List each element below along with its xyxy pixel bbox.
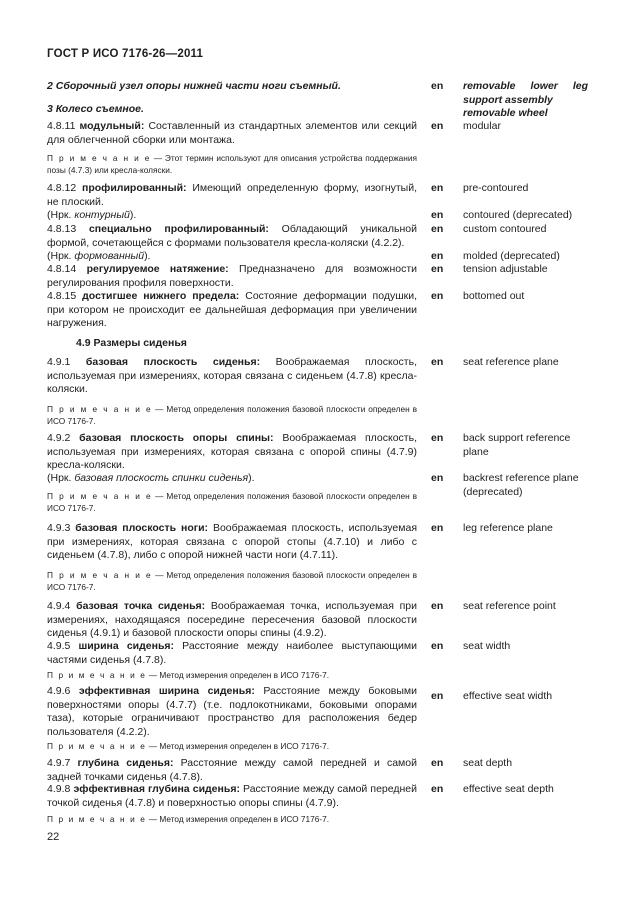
note-text: — Метод измерения определен в ИСО 7176-7.	[148, 741, 330, 751]
term-number: 4.9.6	[47, 685, 71, 697]
term-entry-4-9-3	[47, 522, 417, 563]
term-definition: Состояние деформации подушки, при котором не происходит ее дальнейшая деформация при увеличении нагружения.	[47, 290, 418, 330]
term-name: достигшее нижнего предела:	[82, 290, 240, 302]
term-number: 4.8.13	[47, 223, 77, 235]
term-number: 4.8.15	[47, 290, 77, 302]
eng-term: seat depth	[463, 757, 513, 769]
note	[47, 404, 417, 428]
eng-term: backrest reference plane (deprecated)	[463, 472, 579, 498]
lang-code: en	[431, 432, 444, 444]
lang-code: en	[431, 290, 444, 302]
eng-term: modular	[463, 120, 501, 132]
term-entry-4-8-11	[47, 120, 417, 147]
note	[47, 814, 417, 826]
term-entry-4-9-1	[47, 356, 417, 397]
note-label: П р и м е ч а н и е	[47, 491, 153, 501]
note-label: П р и м е ч а н и е	[47, 814, 147, 824]
note-label: П р и м е ч а н и е	[47, 153, 152, 163]
term-name: эффективная глубина сиденья:	[73, 783, 240, 795]
eng-term: leg reference plane	[463, 522, 553, 534]
deprecated-prefix: (Нрк.	[47, 250, 72, 262]
term-number: 4.9.3	[47, 522, 71, 534]
term-entry-4-9-8	[47, 783, 417, 810]
note-label: П р и м е ч а н и е	[47, 670, 147, 680]
term-definition: Воображаемая плоскость, используемая при измерениях, которая связана с опорой стопы (4.7.10) и либо с сиденьем (4.7.8), либо с опорой нижней части ноги (4.7.11).	[47, 522, 418, 562]
deprecated-word: формованный	[74, 250, 145, 262]
term-number: 4.9.7	[47, 757, 71, 769]
deprecated-suffix: ).	[129, 209, 137, 221]
term-number: 4.8.11	[47, 120, 76, 132]
deprecated-prefix: (Нрк.	[47, 209, 72, 221]
term-entry-4-9-5	[47, 640, 417, 667]
term-name: базовая плоскость сиденья:	[85, 356, 261, 368]
term-entry-4-8-14	[47, 263, 417, 290]
deprecated-term	[47, 209, 417, 223]
term-number: 4.9.2	[47, 432, 71, 444]
note-label: П р и м е ч а н и е	[47, 404, 153, 414]
term-name: базовая точка сиденья:	[76, 600, 206, 612]
term-definition: Обладающий уникальной формой, сочетающейся с формами пользователя кресла-коляски (4.2.2).	[47, 223, 417, 249]
note-text: — Метод измерения определен в ИСО 7176-7.	[148, 814, 330, 824]
eng-term: molded (deprecated)	[463, 250, 560, 262]
term-definition: Имеющий определенную форму, изогнутый, не плоский.	[47, 182, 418, 208]
note-text: — Метод измерения определен в ИСО 7176-7.	[148, 670, 330, 680]
term-number: 4.9.1	[47, 356, 71, 368]
deprecated-suffix: ).	[248, 472, 255, 484]
lang-code: en	[431, 472, 444, 484]
term-entry-4-8-15	[47, 290, 417, 331]
term-name: профилированный:	[82, 182, 187, 194]
term-definition: Расстояние между наиболее выступающими частями сиденья (4.7.8).	[47, 640, 418, 666]
note-text: — Метод определения положения базовой плоскости определен в ИСО 7176-7.	[47, 491, 417, 513]
term-name: базовая плоскость ноги:	[75, 522, 209, 534]
lang-code: en	[431, 80, 444, 92]
term-number: 4.9.4	[47, 600, 71, 612]
eng-term: back support reference plane	[463, 432, 571, 458]
eng-term: removable wheel	[463, 107, 548, 119]
lang-code: en	[431, 783, 444, 795]
eng-term: contoured (deprecated)	[463, 209, 573, 221]
term-definition: Расстояние между самой передней и самой задней точками сиденья (4.7.8).	[47, 757, 417, 783]
term-definition: Воображаемая плоскость, используемая при измерениях, которая связана с опорой спины (4.7.9) кресла-коляски.	[47, 432, 417, 472]
lang-code: en	[431, 757, 444, 769]
lang-code: en	[431, 356, 444, 368]
eng-term: seat width	[463, 640, 511, 652]
term-definition: Составленный из стандартных элементов или секций для облегченной сборки или монтажа.	[47, 120, 418, 146]
eng-term: removable lower leg support assembly	[463, 80, 588, 106]
note	[47, 570, 417, 594]
term-name: специально профилированный:	[88, 223, 269, 235]
term-definition: Расстояние между самой передней точкой сиденья (4.7.8) и поверхностью опоры спины (4.7.9).	[47, 783, 417, 809]
eng-term: tension adjustable	[463, 263, 548, 275]
lang-code: en	[431, 120, 444, 132]
eng-term: pre-contoured	[463, 182, 529, 194]
eng-term: bottomed out	[463, 290, 525, 302]
note-text: — Метод определения положения базовой плоскости определен в ИСО 7176-7.	[47, 570, 417, 592]
deprecated-term	[47, 472, 417, 486]
term-definition: Предназначено для возможности регулирования профиля поверхности.	[47, 263, 418, 289]
deprecated-suffix: ).	[144, 250, 151, 262]
term-definition: Воображаемая плоскость, используемая при измерениях, которая связана с сиденьем (4.7.8) кресла-коляски.	[47, 356, 417, 396]
note	[47, 491, 417, 515]
term-entry-4-9-6	[47, 685, 417, 739]
term-number: 4.9.8	[47, 783, 71, 795]
eng-term: seat reference point	[463, 600, 556, 612]
lang-code: en	[431, 600, 444, 612]
term-definition: Воображаемая точка, используемая при измерениях, находящаяся посередине пересечения базовой плоскости сиденья (4.9.1) и базовой плоскости опоры спины (4.9.2).	[47, 600, 417, 640]
term-name: регулируемое натяжение:	[86, 263, 229, 275]
note	[47, 670, 417, 682]
term-number: 4.9.5	[47, 640, 71, 652]
eng-term: effective seat depth	[463, 783, 554, 795]
removable-item-2: 2 Сборочный узел опоры нижней части ноги съемный.	[47, 80, 341, 92]
eng-term: effective seat width	[463, 690, 553, 702]
deprecated-word: контурный	[74, 209, 130, 221]
lang-code: en	[431, 522, 444, 534]
term-entry-4-9-7	[47, 757, 417, 784]
note	[47, 153, 417, 177]
term-entry-4-9-4	[47, 600, 417, 641]
lang-code: en	[431, 263, 444, 275]
note-text: — Этот термин используют для описания устройства поддержания позы (4.7.3) или кресла-коляски.	[47, 153, 417, 175]
lang-code: en	[431, 690, 444, 702]
lang-code: en	[431, 209, 444, 221]
note-label: П р и м е ч а н и е	[47, 570, 153, 580]
lang-code: en	[431, 640, 444, 652]
term-number: 4.8.14	[47, 263, 77, 275]
removable-item-3: 3 Колесо съемное.	[47, 103, 144, 115]
deprecated-prefix: (Нрк.	[47, 472, 72, 484]
eng-term: custom contoured	[463, 223, 547, 235]
document-header: ГОСТ Р ИСО 7176-26—2011	[47, 48, 204, 60]
note	[47, 741, 417, 753]
lang-code: en	[431, 182, 444, 194]
term-definition: Расстояние между боковыми поверхностями опоры (4.7.7) (т.е. подлокотниками, боковыми опорами таза), которые ограничивают пространство для расположения бедер пользователя (4.2.2).	[47, 685, 417, 738]
term-number: 4.8.12	[47, 182, 77, 194]
section-heading-4-9: 4.9 Размеры сиденья	[76, 337, 187, 349]
term-entry-4-8-12	[47, 182, 417, 209]
term-name: базовая плоскость опоры спины:	[79, 432, 274, 444]
deprecated-term	[47, 250, 417, 264]
lang-code: en	[431, 223, 444, 235]
term-name: эффективная ширина сиденья:	[78, 685, 255, 697]
page-number: 22	[47, 831, 60, 843]
note-text: — Метод определения положения базовой плоскости определен в ИСО 7176-7.	[47, 404, 417, 426]
term-name: модульный:	[79, 120, 145, 132]
deprecated-word: базовая плоскость спинки сиденья	[74, 472, 249, 484]
term-entry-4-8-13	[47, 223, 417, 250]
note-label: П р и м е ч а н и е	[47, 741, 147, 751]
lang-code: en	[431, 250, 444, 262]
eng-term: seat reference plane	[463, 356, 559, 368]
term-name: глубина сиденья:	[77, 757, 174, 769]
term-entry-4-9-2	[47, 432, 417, 473]
term-name: ширина сиденья:	[78, 640, 175, 652]
